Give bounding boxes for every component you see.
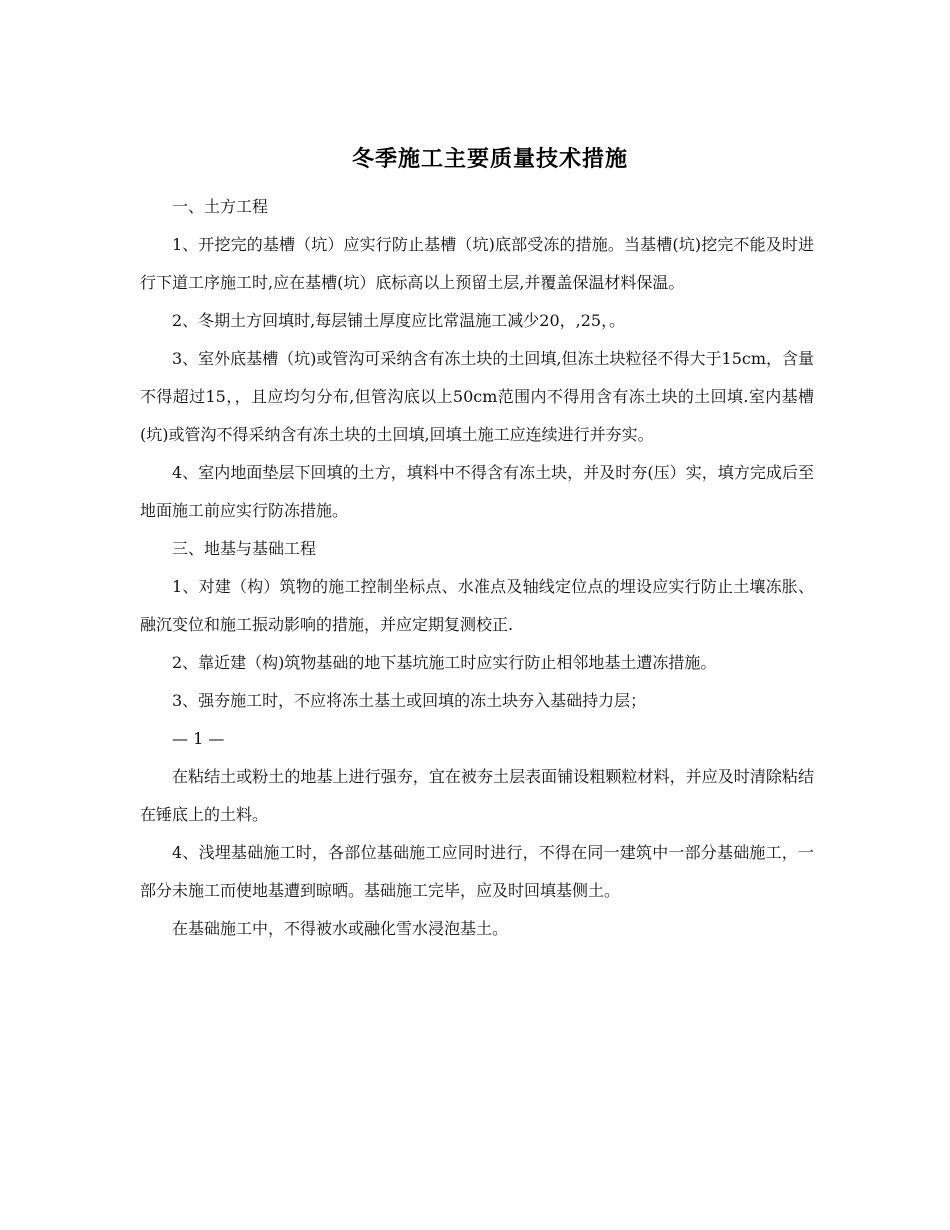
paragraph: 4、浅埋基础施工时，各部位基础施工应同时进行，不得在同一建筑中一部分基础施工，一部分未施工而使地基遭到晾晒。基础施工完毕，应及时回填基侧土。 bbox=[140, 843, 814, 900]
paragraph: 2、靠近建（构)筑物基础的地下基坑施工时应实行防止相邻地基土遭冻措施。 bbox=[172, 653, 717, 672]
section-heading-earthwork: 一、土方工程 bbox=[172, 197, 269, 216]
paragraph: 2、冬期土方回填时,每层铺土厚度应比常温施工减少20，,25，。 bbox=[172, 311, 626, 330]
section-heading-foundation: 三、地基与基础工程 bbox=[172, 539, 317, 558]
paragraph: 在基础施工中，不得被水或融化雪水浸泡基土。 bbox=[172, 919, 509, 938]
paragraph: 在粘结土或粉土的地基上进行强夯，宜在被夯土层表面铺设粗颗粒材料，并应及时清除粘结在锤底上的土料。 bbox=[140, 767, 814, 824]
paragraph: 1、对建（构）筑物的施工控制坐标点、水准点及轴线定位点的埋设应实行防止土壤冻胀、融沉变位和施工振动影响的措施，并应定期复测校正. bbox=[140, 577, 814, 634]
page-number: — 1 — bbox=[172, 729, 225, 748]
paragraph: 3、室外底基槽（坑)或管沟可采纳含有冻土块的土回填,但冻土块粒径不得大于15cm，含量不得超过15，，且应均匀分布,但管沟底以上50cm范围内不得用含有冻土块的土回填.室内基槽(坑)或管沟不得采纳含有冻土块的土回填,回填土施工应连续进行并夯实。 bbox=[140, 349, 815, 444]
paragraph: 1、开挖完的基槽（坑）应实行防止基槽（坑)底部受冻的措施。当基槽(坑)挖完不能及时进行下道工序施工时,应在基槽(坑）底标高以上预留土层,并覆盖保温材料保温。 bbox=[140, 235, 814, 292]
document-body bbox=[140, 188, 814, 948]
paragraph: 3、强夯施工时，不应将冻土基土或回填的冻土块夯入基础持力层； bbox=[172, 691, 647, 710]
paragraph: 4、室内地面垫层下回填的土方，填料中不得含有冻土块，并及时夯(压）实，填方完成后至地面施工前应实行防冻措施。 bbox=[140, 463, 814, 520]
document-title: 冬季施工主要质量技术措施 bbox=[351, 146, 628, 172]
